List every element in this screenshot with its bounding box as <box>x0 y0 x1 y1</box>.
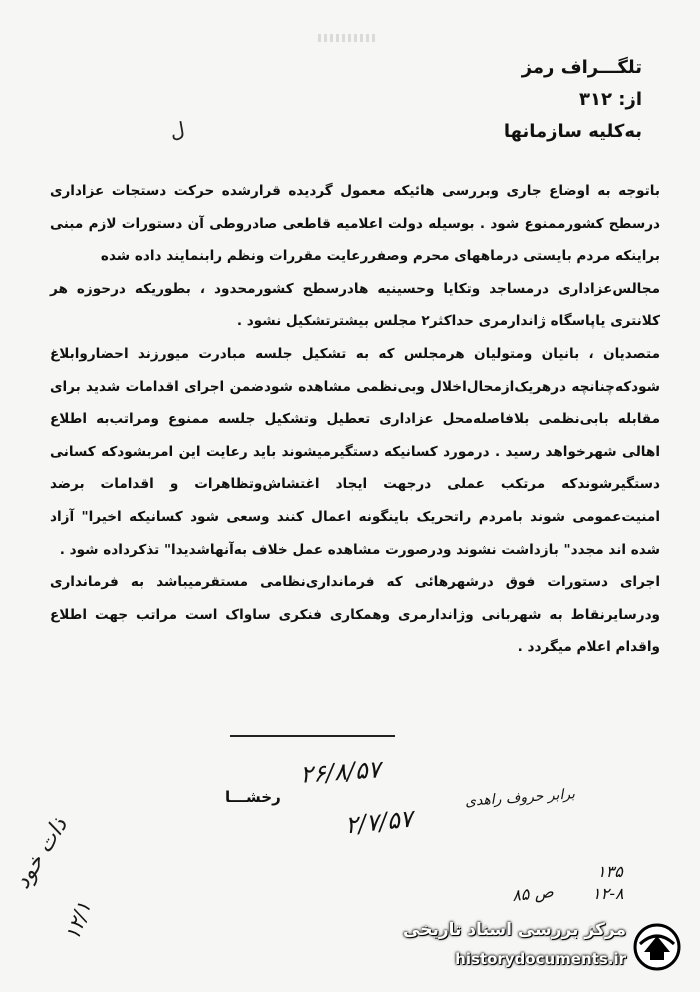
archive-watermark <box>403 918 686 980</box>
closing-divider <box>230 735 395 737</box>
from-number: ۳۱۲ <box>579 89 612 110</box>
paragraph-2: مجالس‌عزاداری درمساجد وتکایا وحسینیه هادرسطح کشورمحدود ، بطوریکه درحوزه هر کلانتری یاپاسگاه ژاندارمری حداکثر۲ مجلس بیشترتشکیل نشود . <box>50 280 660 330</box>
paragraph-3: متصدیان ، بانیان ومتولیان هرمجلس که به تشکیل جلسه مبادرت میورزند احضاروابلاغ شودکه‌چنانچه درهریک‌ازمحال‌اخلال وبی‌نظمی مشاهده شودضمن اجرای اقدامات شدید برای مقابله بابی‌نظمی بلافاصله‌محل عزاداری تعطیل وتشکیل جلسه ممنوع ومراتب‌به اطلاع اهالی شهرخواهد رسید . درمورد کسانیکه دستگیرمیشوند باید رعایت این امربشودکه کسانی دستگیرشوندکه مرتکب عملی درجهت ایجاد اغتشاش‌وتظاهرات و اقدامات برضد امنیت‌عمومی شوند بامردم راتحریک باینگونه اعمال کنند وسعی شود کسانیکه اخیرا" آزاد شده اند مجدد" بازداشت نشوند ودرصورت مشاهده عمل خلاف به‌آنهاشدیدا" تذکرداده شود . <box>50 345 660 558</box>
sender-line <box>504 84 642 116</box>
handwritten-margin-mark: ل <box>168 116 187 144</box>
handwritten-number: ۲/۷/۵۷ <box>343 804 415 840</box>
recipient-line: به‌کلیه سازمانها <box>503 121 642 142</box>
watermark-name: مرکز بررسی اسناد تاریخی <box>403 920 626 940</box>
paragraph-4: اجرای دستورات فوق درشهرهائی که فرمانداری‌نظامی مستقرمیباشد به فرمانداری ودرسایرنقاط به شهربانی وژاندارمری وهمکاری فنکری ساواک است مراتب جهت اطلاع واقدام اعلام میگردد . <box>50 574 660 656</box>
watermark-url: historydocuments.ir <box>455 950 626 968</box>
reference-number-bottom: ۱۲-۸ <box>592 884 624 903</box>
reference-side-note: ص ۸۵ <box>511 881 555 906</box>
telegram-body <box>50 175 660 664</box>
from-label: از: <box>618 89 642 110</box>
handwritten-note: برابر حروف راهدی <box>464 786 576 810</box>
archive-logo-icon <box>632 922 682 972</box>
telegram-header <box>504 52 642 148</box>
handwritten-date: ۲۶/۸/۵۷ <box>299 755 382 789</box>
signature-label: رخشـــا <box>225 788 281 806</box>
reference-number-top: ۱۳۵ <box>597 862 623 881</box>
faint-header-stamp <box>318 34 378 42</box>
handwritten-margin-note-top: ذات خود <box>10 813 73 894</box>
handwritten-margin-note-bottom: ۱۲/۱ <box>60 898 96 944</box>
paragraph-1: باتوجه به اوضاع جاری وبررسی هائیکه معمول گردیده قرارشده حرکت دستجات عزاداری درسطح کشورممنوع شود . بوسیله دولت اعلامیه قاطعی صادروطی آن دستورات لازم مبنی براینکه مردم بایستی درماههای محرم وصفررعایت مقررات ونظم رابنمایند داده شده <box>50 183 660 265</box>
document-title: تلگـــراف رمز <box>521 57 642 78</box>
